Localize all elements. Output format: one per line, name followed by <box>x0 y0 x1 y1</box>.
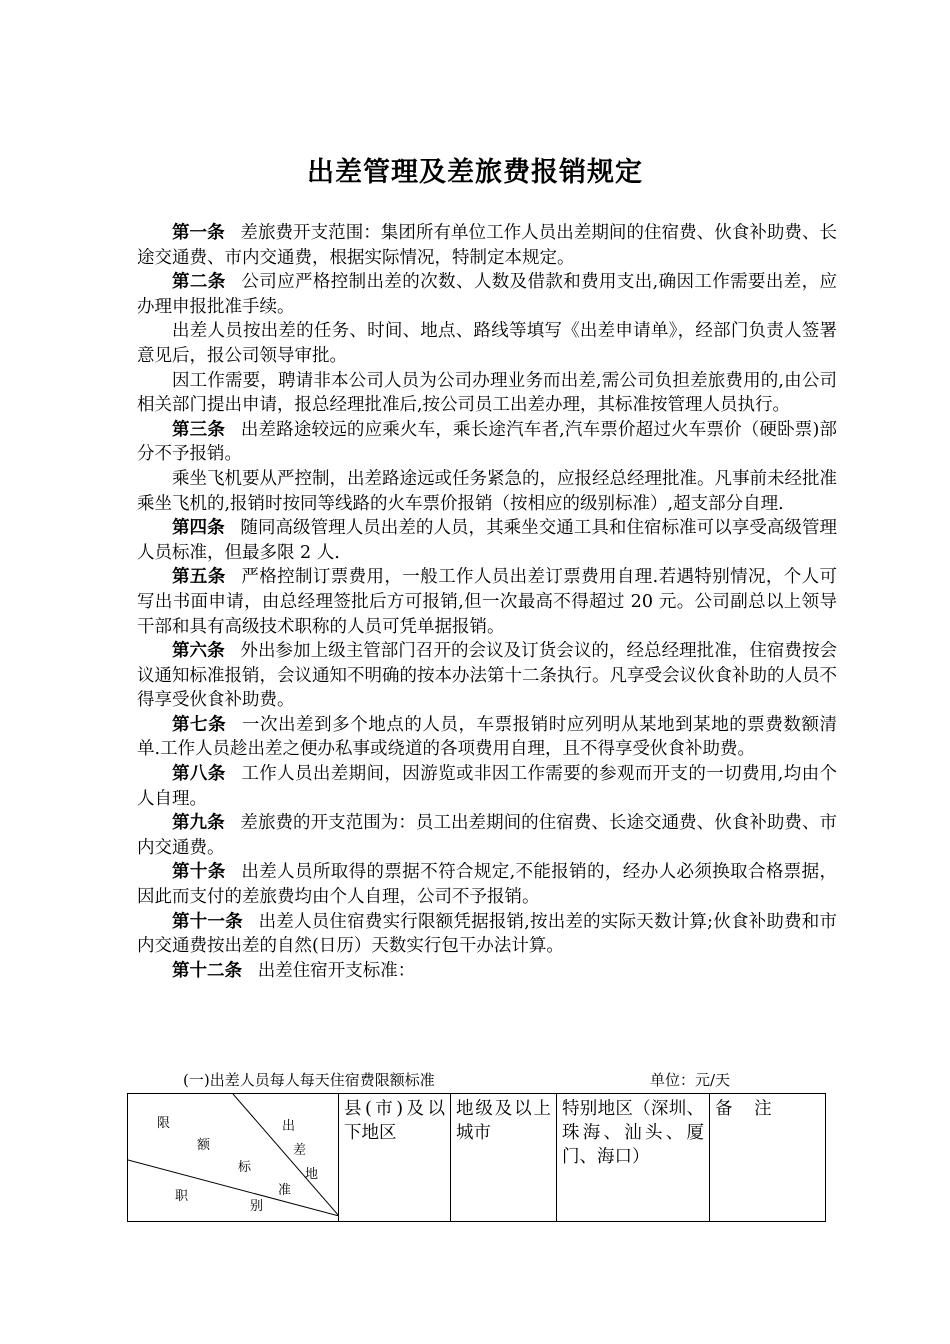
diag-label: 标 <box>238 1160 252 1175</box>
table-unit: 单位：元/天 <box>650 1071 731 1089</box>
article-label: 第五条 <box>172 567 226 588</box>
article-text: 公司应严格控制出差的次数、人数及借款和费用支出,确因工作需要出差，应办理申报批准手续。 <box>137 272 837 317</box>
article-label: 第二条 <box>172 272 226 293</box>
paragraph-text: 出差人员按出差的任务、时间、地点、路线等填写《出差申请单》，经部门负责人签署意见后，报公司领导审批。 <box>137 321 837 366</box>
paragraph-text: 乘坐飞机要从严控制，出差路途远或任务紧急的，应报经总经理批准。凡事前未经批准乘坐飞机的,报销时按同等线路的火车票价报销（按相应的级别标准）,超支部分自理. <box>137 468 837 514</box>
article-text: 随同高级管理人员出差的人员，其乘坐交通工具和住宿标准可以享受高级管理人员标准，但最多限 2 人. <box>137 518 838 563</box>
article-text: 出差住宿开支标准： <box>257 960 416 981</box>
article-label: 第十条 <box>172 862 226 883</box>
article-label: 第四条 <box>172 518 225 539</box>
lodging-standard-table <box>127 1093 826 1222</box>
article-label: 第六条 <box>172 641 225 662</box>
article-text: 差旅费的开支范围为：员工出差期间的住宿费、长途交通费、伙食补助费、市内交通费。 <box>137 813 838 858</box>
diag-label: 差 <box>293 1143 307 1158</box>
article-5 <box>137 565 837 639</box>
article-12 <box>137 959 837 984</box>
article-1 <box>137 221 837 270</box>
article-6 <box>137 639 837 713</box>
article-text: 出差路途较远的应乘火车，乘长途汽车者,汽车票价超过火车票价（硬卧票)部分不予报销。 <box>137 419 838 465</box>
article-label: 第三条 <box>172 419 226 440</box>
document-body <box>137 221 837 983</box>
article-label: 第一条 <box>172 223 225 243</box>
article-label: 第八条 <box>172 764 226 785</box>
paragraph <box>137 319 837 368</box>
article-text: 严格控制订票费用，一般工作人员出差订票费用自理.若遇特别情况，个人可写出书面申请，由总经理签批后方可报销,但一次最高不得超过 20 元。公司副总以上领导干部和具有高级技术职称的人员可凭单据报销。 <box>137 567 837 637</box>
table-header-row <box>128 1094 826 1222</box>
column-header-county: 县(市)及以下地区 <box>339 1094 451 1222</box>
article-3 <box>137 418 837 467</box>
article-label: 第十一条 <box>172 911 243 932</box>
diagonal-lines <box>128 1094 339 1216</box>
diag-label: 职 <box>175 1189 189 1204</box>
article-9 <box>137 811 837 860</box>
paragraph <box>137 467 837 516</box>
table-caption: (一)出差人员每人每天住宿费限额标准 <box>183 1071 435 1089</box>
article-text: 差旅费开支范围：集团所有单位工作人员出差期间的住宿费、伙食补助费、长途交通费、市内交通费，根据实际情况，特制定本规定。 <box>137 223 838 268</box>
article-text: 外出参加上级主管部门召开的会议及订货会议的，经总经理批准，住宿费按会议通知标准报销，会议通知不明确的按本办法第十二条执行。凡享受会议伙食补助的人员不得享受伙食补助费。 <box>137 641 838 711</box>
document-title: 出差管理及差旅费报销规定 <box>307 157 643 188</box>
diag-label: 别 <box>250 1199 264 1214</box>
paragraph <box>137 369 837 418</box>
article-label: 第九条 <box>172 813 225 834</box>
column-header-prefecture: 地级及以上城市 <box>451 1094 557 1222</box>
article-7 <box>137 713 837 762</box>
diag-label: 准 <box>278 1183 292 1198</box>
article-text: 工作人员出差期间，因游览或非因工作需要的参观而开支的一切费用,均由个人自理。 <box>137 764 837 809</box>
diag-label: 额 <box>197 1138 211 1153</box>
column-header-remark: 备 注 <box>710 1094 826 1222</box>
article-label: 第十二条 <box>172 960 242 981</box>
article-11 <box>137 910 837 959</box>
diag-label: 地 <box>305 1167 319 1182</box>
paragraph-text: 因工作需要，聘请非本公司人员为公司办理业务而出差,需公司负担差旅费用的,由公司相关部门提出申请，报总经理批准后,按公司员工出差办理，其标准按管理人员执行。 <box>137 370 837 416</box>
article-8 <box>137 762 837 811</box>
diag-label: 出 <box>282 1119 296 1134</box>
diag-label: 限 <box>157 1116 171 1131</box>
article-4 <box>137 516 837 565</box>
article-text: 一次出差到多个地点的人员，车票报销时应列明从某地到某地的票费数额清单.工作人员趁出差之便办私事或绕道的各项费用自理，且不得享受伙食补助费。 <box>137 714 838 760</box>
article-text: 出差人员住宿费实行限额凭据报销,按出差的实际天数计算;伙食补助费和市内交通费按出差的自然(日历）天数实行包干办法计算。 <box>137 911 837 957</box>
article-text: 出差人员所取得的票据不符合规定,不能报销的，经办人必须换取合格票据，因此而支付的差旅费均由个人自理，公司不予报销。 <box>137 862 837 908</box>
article-10 <box>137 860 837 909</box>
column-header-special-zone: 特别地区（深圳、珠海、汕头、厦门、海口） <box>557 1094 710 1222</box>
article-2 <box>137 270 837 319</box>
article-label: 第七条 <box>172 714 227 735</box>
diagonal-header-cell <box>128 1094 339 1222</box>
